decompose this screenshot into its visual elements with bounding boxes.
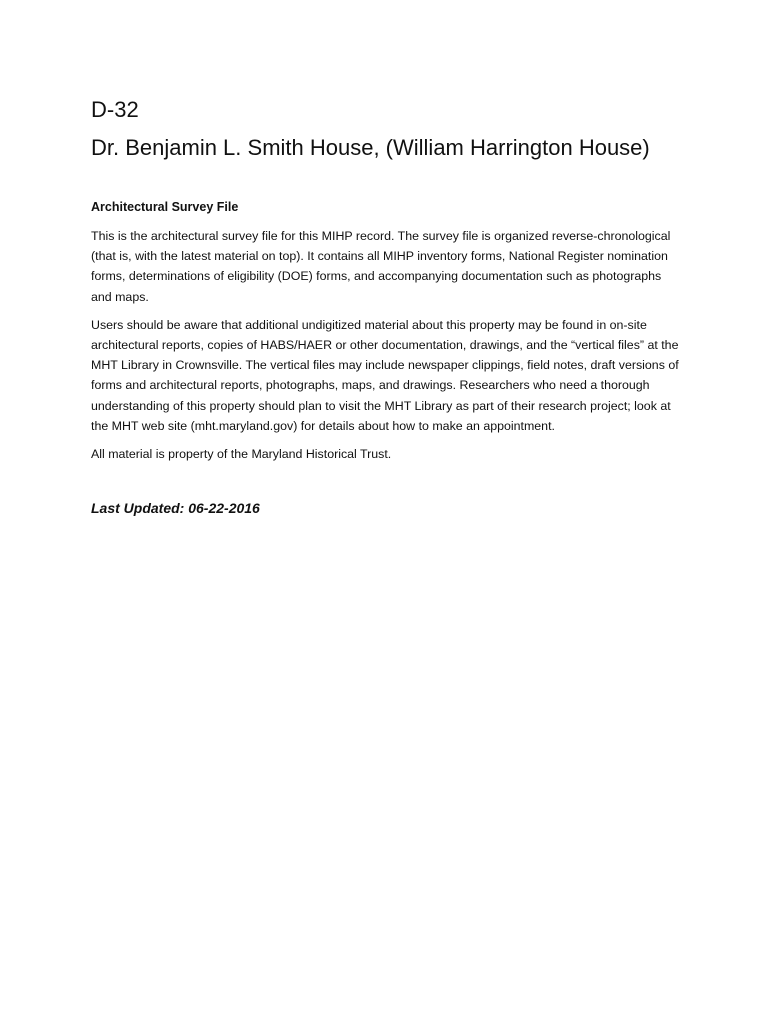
document-content: [91, 96, 683, 518]
paragraph-property-note: All material is property of the Maryland Historical Trust.: [91, 447, 392, 462]
paragraph-intro: This is the architectural survey file for this MIHP record. The survey file is organized reverse-chronological (that is, with the latest material on top). It contains all MIHP inventory forms, National Register nomination forms, determinations of eligibility (DOE) forms, and accompanying documentation such as photographs and maps.: [91, 229, 671, 304]
section-heading: Architectural Survey File: [91, 200, 239, 214]
paragraph-additional-material: Users should be aware that additional undigitized material about this property may be found in on-site architectural reports, copies of HABS/HAER or other documentation, drawings, and the “vertical files” at the MHT Library in Crownsville. The vertical files may include newspaper clippings, field notes, draft versions of forms and architectural reports, photographs, maps, and drawings. Researchers who need a thorough understanding of this property should plan to visit the MHT Library as part of their research project; look at the MHT web site (mht.maryland.gov) for details about how to make an appointment.: [91, 317, 679, 433]
record-id: D-32: [91, 97, 139, 122]
document-title: Dr. Benjamin L. Smith House, (William Harrington House): [91, 135, 650, 160]
last-updated: Last Updated: 06-22-2016: [91, 500, 260, 517]
